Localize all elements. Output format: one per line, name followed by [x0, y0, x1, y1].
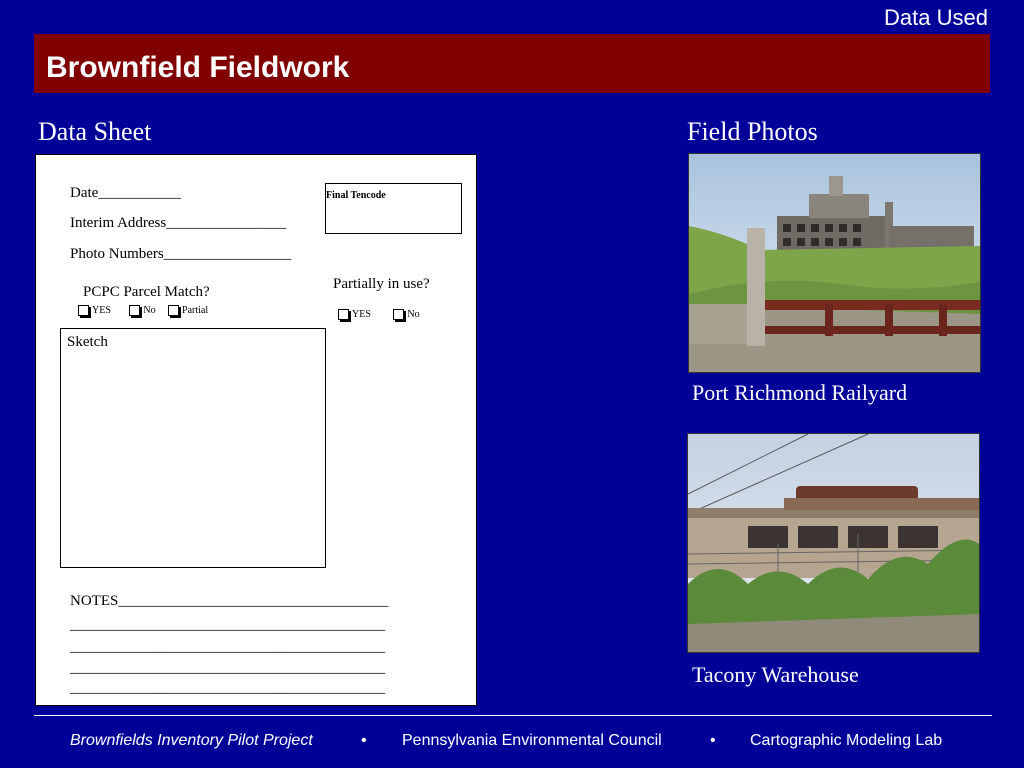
- railyard-photo-image: [689, 154, 980, 372]
- sketch-box[interactable]: [60, 328, 326, 568]
- checkbox-icon: [78, 305, 89, 316]
- footer-council: Pennsylvania Environmental Council: [402, 732, 662, 749]
- final-tencode-box: [325, 183, 462, 234]
- warehouse-photo-image: [688, 434, 979, 652]
- pcpc-options: [78, 303, 208, 321]
- note-line: __________________________________________: [70, 617, 385, 633]
- photo-numbers-label: Photo Numbers_________________: [70, 246, 292, 262]
- footer-project: Brownfields Inventory Pilot Project: [70, 732, 313, 749]
- footer-lab: Cartographic Modeling Lab: [750, 732, 943, 749]
- interim-address-label: Interim Address________________: [70, 215, 287, 231]
- use-options: [338, 307, 420, 325]
- field-photos-heading: Field Photos: [687, 117, 818, 146]
- pcpc-partial-option[interactable]: Partial: [168, 305, 208, 316]
- railyard-caption: Port Richmond Railyard: [692, 380, 908, 405]
- checkbox-icon: [168, 305, 179, 316]
- railyard-photo: [688, 153, 981, 373]
- partially-in-use-label: Partially in use?: [333, 276, 430, 292]
- checkbox-icon: [338, 309, 349, 320]
- note-line: __________________________________________: [70, 660, 385, 676]
- final-tencode-label: Final Tencode: [326, 190, 386, 201]
- section-tag: Data Used: [884, 5, 988, 30]
- pcpc-parcel-match-label: PCPC Parcel Match?: [83, 284, 210, 300]
- title-bar: [34, 34, 990, 93]
- pcpc-no-option[interactable]: No: [129, 305, 155, 316]
- warehouse-caption: Tacony Warehouse: [692, 662, 859, 687]
- note-line: __________________________________________: [70, 680, 385, 696]
- warehouse-photo: [687, 433, 980, 653]
- sketch-label: Sketch: [67, 334, 108, 350]
- footer-separator: •: [710, 732, 716, 749]
- data-sheet-heading: Data Sheet: [38, 117, 152, 146]
- checkbox-icon: [129, 305, 140, 316]
- date-field-label: Date___________: [70, 185, 181, 201]
- use-yes-option[interactable]: YES: [338, 309, 371, 320]
- notes-label: NOTES____________________________________: [70, 593, 389, 609]
- pcpc-yes-option[interactable]: YES: [78, 305, 111, 316]
- slide-title: Brownfield Fieldwork: [46, 51, 350, 84]
- footer-separator: •: [361, 732, 367, 749]
- footer-divider: [34, 715, 992, 716]
- use-no-option[interactable]: No: [393, 309, 419, 320]
- checkbox-icon: [393, 309, 404, 320]
- note-line: __________________________________________: [70, 639, 385, 655]
- data-sheet: [35, 154, 477, 706]
